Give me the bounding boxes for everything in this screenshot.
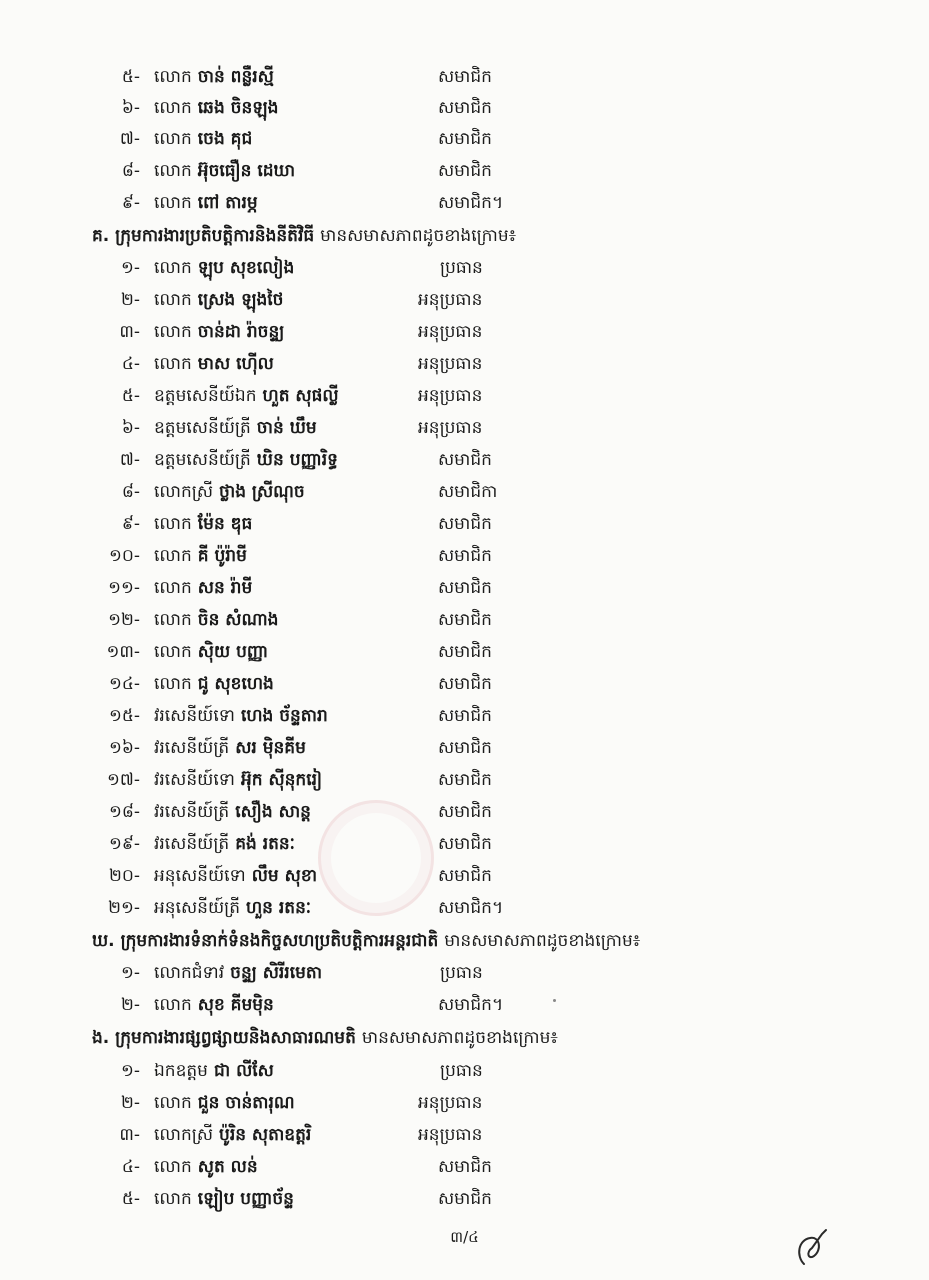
list-item xyxy=(0,349,929,379)
list-item xyxy=(0,701,929,731)
member-name: ឡៀប បញ្ញាច័ន្ទ xyxy=(197,1189,294,1209)
item-number: ៨- xyxy=(121,482,140,502)
member-name: ថ្លាង ស្រីណុច xyxy=(219,482,305,502)
item-title xyxy=(154,990,274,1020)
member-name: ជា លីសែ xyxy=(213,1061,274,1081)
item-title xyxy=(154,1056,274,1086)
member-role: សមាជិក xyxy=(438,514,492,534)
member-name: ជួន ចាន់តារុណ xyxy=(197,1093,295,1113)
item-number: ១៧- xyxy=(107,770,140,790)
item-title xyxy=(154,62,274,92)
honorific: អនុសេនីយ៍ទោ xyxy=(154,866,246,886)
member-role: សមាជិក។ xyxy=(438,898,504,918)
faded-seal-stamp xyxy=(318,800,434,916)
item-number: ២០- xyxy=(108,866,140,886)
item-title xyxy=(154,1184,294,1214)
member-role: អនុប្រធាន xyxy=(418,290,483,310)
item-number: ៩- xyxy=(121,193,140,213)
list-item xyxy=(0,253,929,283)
item-number: ១- xyxy=(120,963,140,983)
member-name: ប៉ូរិន សុតាឧត្តរិ xyxy=(219,1125,312,1145)
member-role: អនុប្រធាន xyxy=(418,354,483,374)
item-title xyxy=(154,893,311,923)
section-heading-suffix: មានសមាសភាពដូចខាងក្រោម៖ xyxy=(444,931,641,951)
member-role: សមាជិក។ xyxy=(438,193,504,213)
honorific: លោក xyxy=(154,1157,192,1177)
member-role: សមាជិក xyxy=(438,866,492,886)
item-number: ៧- xyxy=(119,450,140,470)
member-name: ឡុប សុខលៀង xyxy=(197,258,295,278)
honorific: លោក xyxy=(154,354,192,374)
list-item xyxy=(0,797,929,827)
honorific: ឧត្តមសេនីយ៍ឯក xyxy=(154,386,257,406)
honorific: លោកស្រី xyxy=(154,1125,214,1145)
member-role: សមាជិក xyxy=(438,161,492,181)
list-item xyxy=(0,317,929,347)
honorific: លោក xyxy=(154,674,192,694)
member-name: អ៊ុចធឿន ដេឃា xyxy=(197,161,296,181)
section-heading-suffix: មានសមាសភាពដូចខាងក្រោម៖ xyxy=(320,226,517,246)
item-title xyxy=(154,477,305,507)
member-role: ប្រធាន xyxy=(440,258,483,278)
item-title xyxy=(154,701,328,731)
item-title xyxy=(154,124,252,154)
list-item xyxy=(0,156,929,186)
list-item xyxy=(0,188,929,218)
list-item xyxy=(0,477,929,507)
member-role: អនុប្រធាន xyxy=(418,1125,483,1145)
list-item xyxy=(0,637,929,667)
signature-initial xyxy=(792,1226,838,1276)
list-item xyxy=(0,893,929,923)
member-role: ប្រធាន xyxy=(440,1061,483,1081)
member-name: មាស ហ៊ើល xyxy=(197,354,274,374)
item-number: ៥- xyxy=(121,386,140,406)
item-number: ៤- xyxy=(121,1157,140,1177)
list-item xyxy=(0,605,929,635)
item-title xyxy=(154,765,322,795)
honorific: លោកស្រី xyxy=(154,482,214,502)
member-role: សមាជិក xyxy=(438,642,492,662)
section-heading-label: ឃ. ក្រុមការងារទំនាក់ទំនងកិច្ចសហប្រតិបត្តិការអន្តរជាតិ xyxy=(92,931,439,951)
item-title xyxy=(154,829,295,859)
member-role: សមាជិក xyxy=(438,770,492,790)
item-number: ១៦- xyxy=(108,738,140,758)
member-name: សឿង សាន្ត xyxy=(235,802,311,822)
item-number: ១៩- xyxy=(108,834,140,854)
item-title xyxy=(154,253,294,283)
member-name: ហេង ច័ន្ទតារា xyxy=(240,706,328,726)
item-number: ២- xyxy=(120,1093,140,1113)
member-role: សមាជិក xyxy=(438,1157,492,1177)
item-number: ១៥- xyxy=(108,706,140,726)
item-number: ៨- xyxy=(121,161,140,181)
member-name: សន រ៉ាមី xyxy=(197,578,253,598)
item-number: ២- xyxy=(120,995,140,1015)
list-item xyxy=(0,990,929,1020)
list-item xyxy=(0,445,929,475)
member-role: សមាជិក។ xyxy=(438,995,504,1015)
list-item xyxy=(0,541,929,571)
section-heading-suffix: មានសមាសភាពដូចខាងក្រោម៖ xyxy=(361,1028,558,1048)
member-role: សមាជិក xyxy=(438,706,492,726)
item-number: ១០- xyxy=(108,546,140,566)
list-item xyxy=(0,285,929,315)
honorific: លោក xyxy=(154,322,192,342)
member-role: សមាជិក xyxy=(438,98,492,118)
member-role: អនុប្រធាន xyxy=(418,322,483,342)
list-item xyxy=(0,1152,929,1182)
item-number: ៧- xyxy=(119,129,140,149)
member-name: ពៅ តារម្ភ xyxy=(197,193,258,213)
member-role: សមាជិកា xyxy=(438,482,498,502)
honorific: លោក xyxy=(154,161,192,181)
list-item xyxy=(0,413,929,443)
honorific: ឧត្តមសេនីយ៍ត្រី xyxy=(154,418,251,438)
member-name: គង់ រតនៈ xyxy=(235,834,295,854)
item-number: ៦- xyxy=(121,98,140,118)
member-role: សមាជិក xyxy=(438,67,492,87)
item-title xyxy=(154,381,339,411)
item-number: ១៣- xyxy=(106,642,140,662)
honorific: វរសេនីយ៍ត្រី xyxy=(154,738,230,758)
member-role: សមាជិក xyxy=(438,1189,492,1209)
list-item xyxy=(0,958,929,988)
honorific: លោក xyxy=(154,1189,192,1209)
item-title xyxy=(154,669,274,699)
item-title xyxy=(154,509,252,539)
item-title xyxy=(154,1120,311,1150)
member-name: សរ ម៉ិនគីម xyxy=(235,738,306,758)
member-role: សមាជិក xyxy=(438,610,492,630)
item-title xyxy=(154,445,338,475)
item-title xyxy=(154,637,268,667)
list-item xyxy=(0,1120,929,1150)
honorific: លោក xyxy=(154,610,192,630)
member-name: ឃិន បញ្ញារិទ្ធ xyxy=(256,450,338,470)
scan-speck xyxy=(553,999,556,1002)
honorific: ឯកឧត្តម xyxy=(154,1061,208,1081)
member-name: អ៊ុក ស៊ីនុករៀ xyxy=(240,770,323,790)
item-title xyxy=(154,1152,258,1182)
member-name: ជូ សុខហេង xyxy=(197,674,274,694)
member-name: ចេង គុជ xyxy=(197,129,253,149)
member-name: ចិន សំណាង xyxy=(197,610,279,630)
page-number: ៣/៤ xyxy=(450,1228,479,1246)
honorific: អនុសេនីយ៍ត្រី xyxy=(154,898,240,918)
honorific: លោកជំទាវ xyxy=(154,963,225,983)
list-item xyxy=(0,124,929,154)
member-role: អនុប្រធាន xyxy=(418,418,483,438)
section-heading xyxy=(92,926,640,956)
section-heading-label: ង. ក្រុមការងារផ្សព្វផ្សាយនិងសាធារណមតិ xyxy=(92,1028,356,1048)
item-number: ៥- xyxy=(121,1189,140,1209)
honorific: លោក xyxy=(154,995,192,1015)
item-number: ៣- xyxy=(119,1125,140,1145)
item-number: ១១- xyxy=(108,578,140,598)
item-number: ១២- xyxy=(108,610,140,630)
honorific: លោក xyxy=(154,193,192,213)
honorific: លោក xyxy=(154,642,192,662)
member-role: សមាជិក xyxy=(438,834,492,854)
section-heading xyxy=(92,1023,558,1053)
item-number: ១៨- xyxy=(108,802,140,822)
honorific: លោក xyxy=(154,258,192,278)
item-number: ៩- xyxy=(121,514,140,534)
member-name: លឹម សុខា xyxy=(251,866,318,886)
member-role: សមាជិក xyxy=(438,546,492,566)
honorific: ឧត្តមសេនីយ៍ត្រី xyxy=(154,450,251,470)
item-title xyxy=(154,1088,295,1118)
member-role: អនុប្រធាន xyxy=(418,1093,483,1113)
list-item xyxy=(0,509,929,539)
item-title xyxy=(154,605,278,635)
honorific: លោក xyxy=(154,546,192,566)
item-number: ៦- xyxy=(121,418,140,438)
item-title xyxy=(154,156,295,186)
list-item xyxy=(0,669,929,699)
list-item xyxy=(0,93,929,123)
item-title xyxy=(154,188,258,218)
item-number: ២១- xyxy=(108,898,140,918)
item-title xyxy=(154,317,284,347)
member-name: សូត លន់ xyxy=(197,1157,258,1177)
member-name: ចន្ទ្យ សិរីរមេតា xyxy=(230,963,323,983)
list-item xyxy=(0,765,929,795)
item-number: ១៤- xyxy=(108,674,140,694)
member-name: ចាន់ ពន្លឺរស្មី xyxy=(197,67,274,87)
item-title xyxy=(154,285,283,315)
member-role: សមាជិក xyxy=(438,129,492,149)
list-item xyxy=(0,62,929,92)
honorific: លោក xyxy=(154,129,192,149)
member-name: ចាន់ ឃឹម xyxy=(256,418,317,438)
member-role: សមាជិក xyxy=(438,450,492,470)
member-name: ឆេង ចិនឡុង xyxy=(197,98,279,118)
section-heading-label: គ. ក្រុមការងារប្រតិបត្តិការនិងនីតិវិធី xyxy=(92,226,315,246)
item-number: ៤- xyxy=(121,354,140,374)
honorific: លោក xyxy=(154,290,192,310)
member-role: សមាជិក xyxy=(438,674,492,694)
honorific: លោក xyxy=(154,1093,192,1113)
item-title xyxy=(154,349,274,379)
item-title xyxy=(154,573,252,603)
member-name: ស្រេង ឡុងថៃ xyxy=(197,290,284,310)
list-item xyxy=(0,829,929,859)
member-name: ម៉ែន ឌុធ xyxy=(197,514,253,534)
honorific: លោក xyxy=(154,98,192,118)
item-title xyxy=(154,861,317,891)
list-item xyxy=(0,861,929,891)
member-name: ហួត សុផល្លី xyxy=(262,386,339,406)
member-name: ហួន រតនៈ xyxy=(246,898,312,918)
honorific: លោក xyxy=(154,578,192,598)
list-item xyxy=(0,1088,929,1118)
honorific: វរសេនីយ៍ទោ xyxy=(154,706,235,726)
item-number: ៥- xyxy=(121,67,140,87)
member-name: ស៊ិយ បញ្ញា xyxy=(197,642,269,662)
member-role: សមាជិក xyxy=(438,578,492,598)
item-title xyxy=(154,958,322,988)
item-title xyxy=(154,93,278,123)
member-name: គី ប៉ូរ៉ាមី xyxy=(197,546,247,566)
member-role: ប្រធាន xyxy=(440,963,483,983)
list-item xyxy=(0,381,929,411)
item-title xyxy=(154,797,311,827)
list-item xyxy=(0,1056,929,1086)
item-number: ១- xyxy=(120,1061,140,1081)
list-item xyxy=(0,733,929,763)
member-role: អនុប្រធាន xyxy=(418,386,483,406)
member-name: ចាន់ដា រ៉ាចន្ទ្យ xyxy=(197,322,285,342)
item-number: ២- xyxy=(120,290,140,310)
honorific: លោក xyxy=(154,514,192,534)
list-item xyxy=(0,573,929,603)
item-title xyxy=(154,541,247,571)
honorific: វរសេនីយ៍ទោ xyxy=(154,770,235,790)
honorific: លោក xyxy=(154,67,192,87)
item-number: ៣- xyxy=(119,322,140,342)
section-heading xyxy=(92,221,516,251)
item-title xyxy=(154,413,317,443)
member-name: សុខ គីមម៉ិន xyxy=(197,995,274,1015)
member-role: សមាជិក xyxy=(438,802,492,822)
honorific: វរសេនីយ៍ត្រី xyxy=(154,802,230,822)
item-title xyxy=(154,733,306,763)
item-number: ១- xyxy=(120,258,140,278)
honorific: វរសេនីយ៍ត្រី xyxy=(154,834,230,854)
list-item xyxy=(0,1184,929,1214)
member-role: សមាជិក xyxy=(438,738,492,758)
